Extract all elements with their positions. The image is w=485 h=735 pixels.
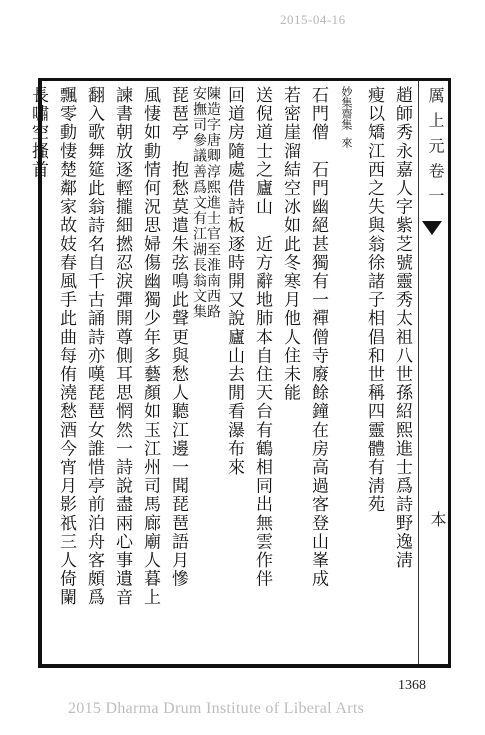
text-column: 石門僧 石門幽絕甚獨有一禪僧寺廢餘鐘在房高過客登山峯成 — [308, 86, 328, 589]
watermark-text: 2015 Dharma Drum Institute of Liberal Arts — [68, 700, 365, 717]
text-column: 翻入歌舞筵此翁詩名自千古誦詩亦嘆琵琶女誰惜亭前泊舟客頗爲 — [84, 86, 104, 607]
fish-tail-mark-icon — [422, 221, 442, 235]
spine-end-mark: 本 — [428, 511, 447, 527]
note-line: 齋集 — [340, 108, 353, 130]
date-stamp: 2015-04-16 — [280, 12, 346, 27]
text-column: 琵琶亭 抱愁莫遣朱弦鳴此聲更與愁人聽江邊一聞琵琶語月慘 — [168, 86, 188, 589]
text-column: 諫書朝放逐輕攏細撚忍淚彈開尊側耳思惘然一詩說盡兩心事遺音 — [112, 86, 132, 607]
text-column: 飄零動悽楚鄰家故妓春風手此曲每侑澆愁酒今宵月影祇三人倚闌 — [56, 86, 76, 607]
author-note-column: 安撫司參議善爲文有江湖長翁文集 — [191, 86, 207, 320]
text-column: 風悽如動情何況思婦傷幽獨少年多藝顏如玉江州司馬廊廟人暮上 — [140, 86, 160, 607]
frame-right-border — [448, 78, 451, 668]
poetry-text-block — [28, 86, 416, 660]
text-column: 瘦以矯江西之失與翁徐諸子相倡和世稱四靈體有淸苑 — [364, 86, 384, 514]
page-number: 1368 — [398, 678, 426, 693]
frame-bottom-border — [38, 664, 451, 668]
note-line: 來 — [340, 137, 353, 149]
author-note-column: 陳造字唐卿淳熙進士官至淮南西路 — [205, 86, 221, 320]
note-line: 妙集 — [340, 86, 353, 108]
text-column: 長嘯空搔首 — [28, 86, 48, 179]
text-column: 若密崖溜結空冰如此冬寒月他人住未能 — [280, 86, 300, 403]
frame-top-border — [40, 78, 448, 81]
text-column: 回道房隨處借詩板逐時開又說廬山去閒看瀑布來 — [224, 86, 244, 477]
small-note-column — [332, 86, 360, 660]
book-spine-margin — [418, 81, 448, 664]
spine-label: 厲 上 元 卷 一 — [426, 87, 445, 206]
note-pair — [340, 86, 352, 130]
text-column: 送倪道士之廬山 近方辭地肺本自住天台有鶴相同出無雲作伴 — [252, 86, 272, 589]
text-column: 趙師秀永嘉人字紫芝號靈秀太祖八世孫紹熙進士爲詩野逸淸 — [392, 86, 412, 570]
